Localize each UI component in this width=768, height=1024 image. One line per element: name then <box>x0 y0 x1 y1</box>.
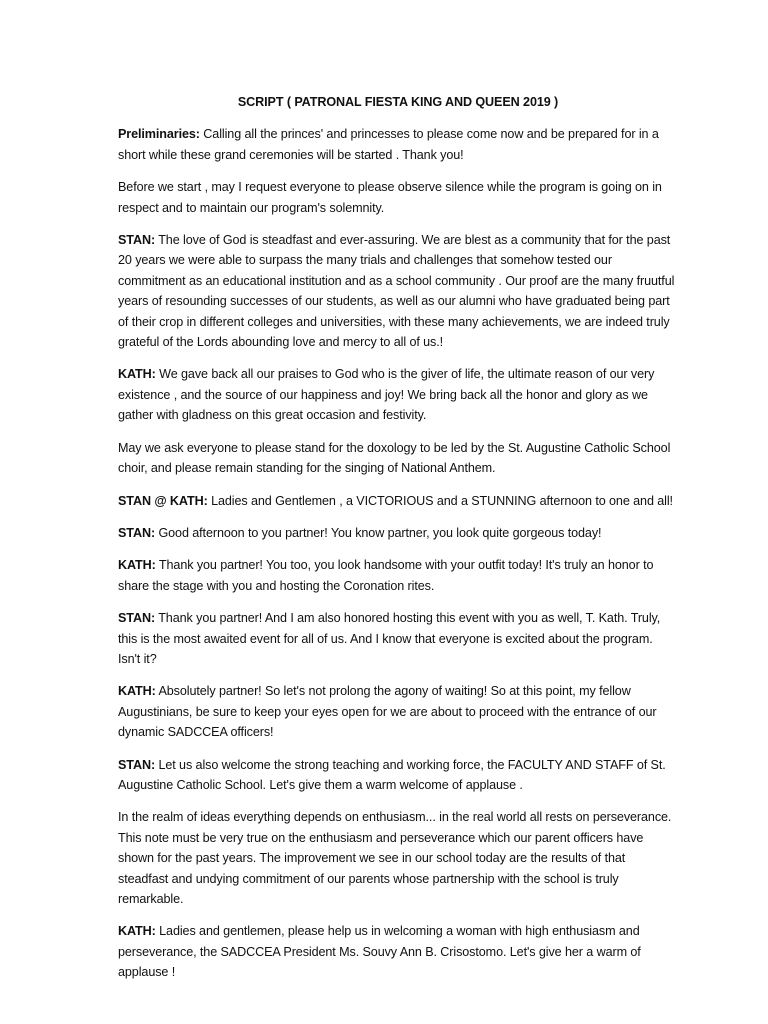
speaker-label: KATH: <box>118 684 156 699</box>
document-body <box>118 92 678 995</box>
document-title: SCRIPT ( PATRONAL FIESTA KING AND QUEEN 2019 ) <box>237 95 559 109</box>
speaker-label: STAN: <box>118 611 156 626</box>
paragraph-stan-kath-greeting <box>118 491 678 511</box>
paragraph-stan-good-afternoon <box>118 523 678 543</box>
speaker-label: KATH: <box>118 367 156 382</box>
paragraph-stan-honored <box>118 608 678 669</box>
paragraph-text: Ladies and Gentlemen , a VICTORIOUS and a STUNNING afternoon to one and all! <box>207 493 673 508</box>
speaker-label: STAN: <box>118 233 156 248</box>
paragraph-text: Absolutely partner! So let's not prolong the agony of waiting! So at this point, my fellow Augustinians, be sure to keep your eyes open for we are about to proceed with the entrance of our dynamic SADCCEA officers! <box>118 684 657 740</box>
paragraph-silence-request <box>118 177 678 218</box>
paragraph-kath-thank-you <box>118 555 678 596</box>
paragraph-preliminaries <box>118 124 678 165</box>
speaker-label: STAN: <box>118 757 156 772</box>
paragraph-text: Good afternoon to you partner! You know partner, you look quite gorgeous today! <box>155 525 602 540</box>
paragraph-stan-faculty <box>118 755 678 796</box>
speaker-label: KATH: <box>118 558 156 573</box>
paragraph-text: In the realm of ideas everything depends on enthusiasm... in the real world all rests on perseverance. This note must be very true on the enthusiasm and perseverance which our parent officers have shown for the past years. The improvement we see in our school today are the results of that steadfast and undying commitment of our parents whose partnership with the school is truly remarkable. <box>118 810 672 906</box>
paragraph-text: Let us also welcome the strong teaching and working force, the FACULTY AND STAFF of St. Augustine Catholic School. Let's give them a warm welcome of applause . <box>118 757 666 792</box>
speaker-label: Preliminaries: <box>118 127 200 142</box>
paragraph-text: Thank you partner! And I am also honored hosting this event with you as well, T. Kath. Truly, this is the most awaited event for all of us. And I know that everyone is excited about the program. Isn't it? <box>118 611 661 666</box>
paragraph-stan-love-of-god <box>118 230 678 352</box>
paragraph-text: Calling all the princes' and princesses to please come now and be prepared for in a short while these grand ceremonies will be started . Thank you! <box>118 127 659 162</box>
speaker-label: KATH: <box>118 924 156 939</box>
paragraph-text: Before we start , may I request everyone to please observe silence while the program is going on in respect and to maintain our program's solemnity. <box>118 180 662 215</box>
paragraph-text: May we ask everyone to please stand for the doxology to be led by the St. Augustine Catholic School choir, and please remain standing for the singing of National Anthem. <box>118 440 671 476</box>
paragraph-kath-president <box>118 921 678 982</box>
paragraph-text: The love of God is steadfast and ever-assuring. We are blest as a community that for the past 20 years we were able to surpass the many trials and challenges that somehow tested our commitment as an educational institution and as a school community . Our proof are the many fruutful years of resounding successes of our students, as well as our alumni who have graduated being part of their crop in different colleges and universities, with these many achievements, we are indeed truly grateful of the Lords abounding love and mercy to all of us.! <box>118 233 675 350</box>
paragraph-doxology <box>118 438 678 479</box>
paragraph-text: Ladies and gentlemen, please help us in welcoming a woman with high enthusiasm and perseverance, the SADCCEA President Ms. Souvy Ann B. Crisostomo. Let's give her a warm of applause ! <box>118 924 641 980</box>
paragraph-kath-praises <box>118 364 678 425</box>
paragraph-kath-absolutely <box>118 681 678 742</box>
paragraph-enthusiasm <box>118 807 678 909</box>
speaker-label: STAN: <box>118 525 156 540</box>
speaker-label: STAN @ KATH: <box>118 493 208 508</box>
paragraph-text: We gave back all our praises to God who is the giver of life, the ultimate reason of our very existence , and the source of our happiness and joy! We bring back all the honor and glory as we gather with gladness on this great occasion and festivity. <box>118 367 655 423</box>
paragraph-text: Thank you partner! You too, you look handsome with your outfit today! It's truly an honor to share the stage with you and hosting the Coronation rites. <box>118 558 654 593</box>
